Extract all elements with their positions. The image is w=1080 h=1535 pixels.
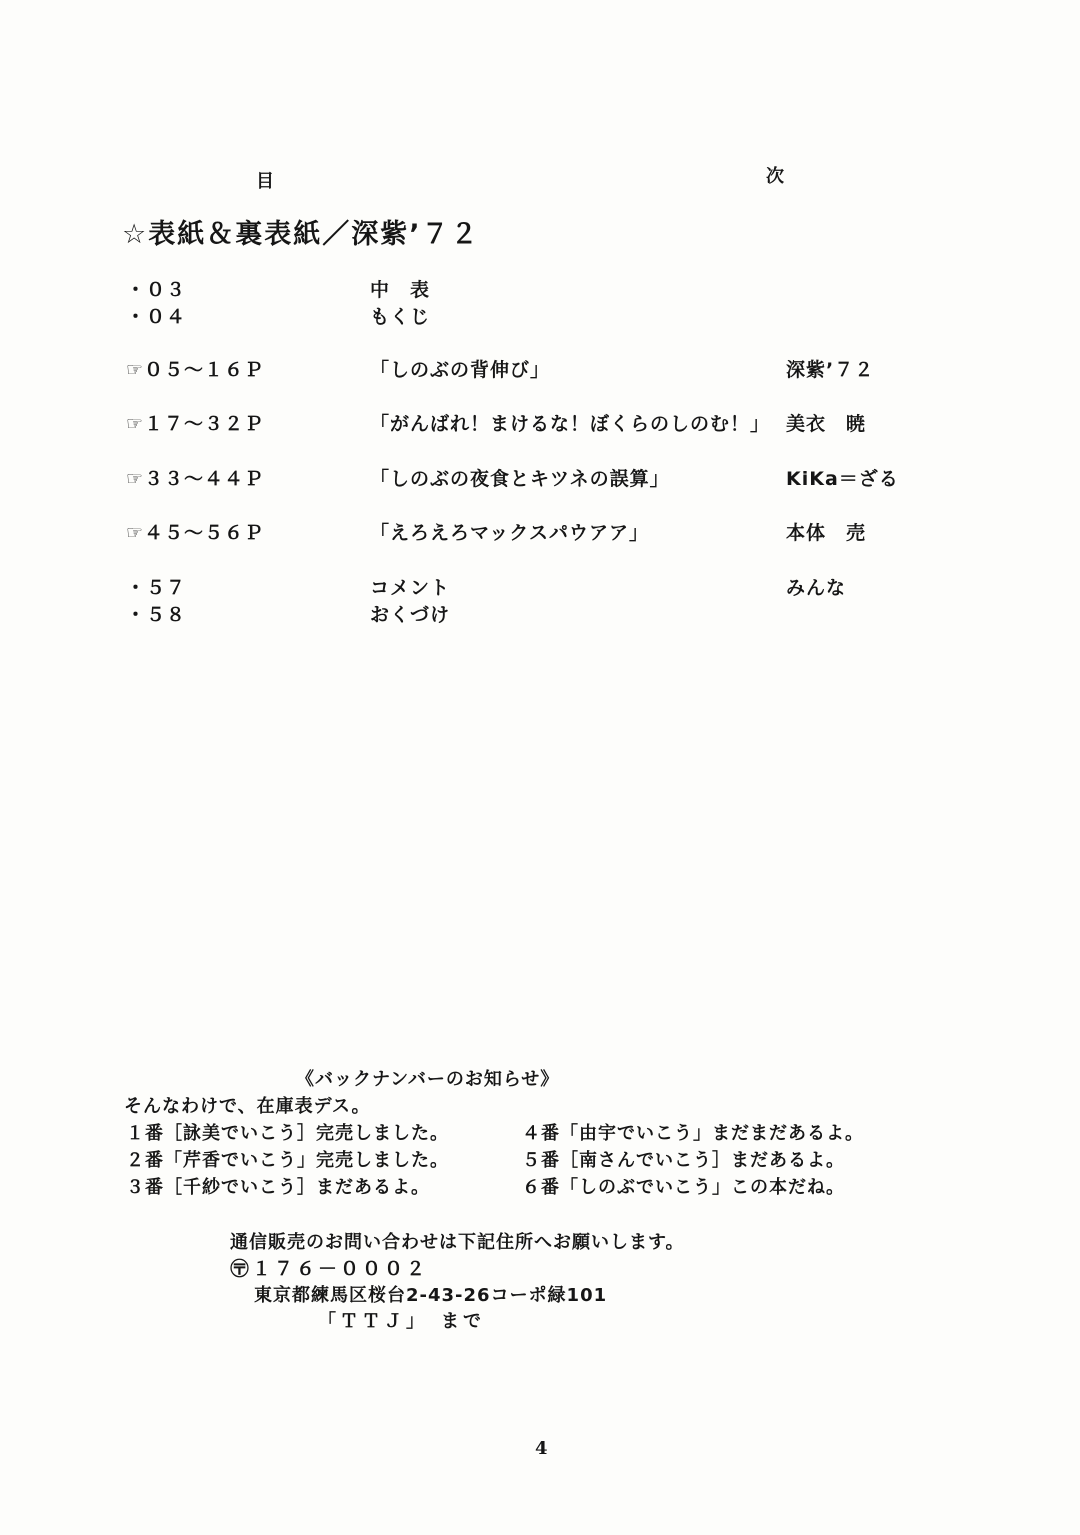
toc-title: 「しのぶの背伸び」: [370, 359, 551, 381]
back-number-item: ４番「由宇でいこう」まだまだあるよ。: [522, 1123, 864, 1144]
toc-page: ・０３: [126, 279, 187, 301]
toc-author: 本体 売: [786, 522, 867, 544]
cover-credit: ☆表紙＆裏表紙／深紫’７２: [122, 219, 480, 250]
back-number-item: ６番「しのぶでいこう」この本だね。: [522, 1177, 845, 1198]
toc-author: 美衣 暁: [786, 413, 867, 435]
toc-page: ・５７: [126, 577, 187, 599]
heading-right: 次: [766, 166, 784, 187]
toc-author: KiKa＝ざる: [786, 468, 899, 490]
toc-author: みんな: [786, 577, 847, 599]
back-number-item: ３番［千紗でいこう］まだあるよ。: [126, 1177, 430, 1198]
toc-page: ・５８: [126, 604, 187, 626]
toc-title: 中 表: [370, 279, 431, 301]
toc-title: 「えろえろマックスパウアア」: [370, 522, 650, 544]
toc-page: ☞４５～５６Ｐ: [126, 522, 265, 544]
toc-page: ☞０５～１６Ｐ: [126, 359, 265, 381]
heading-left: 目: [256, 171, 274, 192]
toc-title: 「しのぶの夜食とキツネの誤算」: [370, 468, 670, 490]
toc-title: おくづけ: [370, 604, 451, 626]
toc-page: ☞１７～３２Ｐ: [126, 413, 265, 435]
mail-order-notice: 通信販売のお問い合わせは下記住所へお願いします。: [230, 1232, 685, 1253]
toc-page: ☞３３～４４Ｐ: [126, 468, 265, 490]
toc-author: 深紫’７２: [786, 359, 875, 381]
back-number-item: ５番［南さんでいこう］まだあるよ。: [522, 1150, 845, 1171]
address: 東京都練馬区桜台2-43-26コーポ緑101: [254, 1285, 608, 1306]
toc-title: もくじ: [370, 306, 431, 328]
back-number-item: １番［詠美でいこう］完売しました。: [126, 1123, 449, 1144]
toc-page: ・０４: [126, 306, 187, 328]
addressee: 「ＴＴＪ」 まで: [318, 1311, 485, 1332]
back-numbers-intro: そんなわけで、在庫表デス。: [124, 1096, 371, 1117]
page-number: 4: [535, 1438, 548, 1459]
postal-code: 〶１７６－０００２: [230, 1258, 429, 1280]
toc-title: コメント: [370, 577, 451, 599]
back-number-item: ２番「芹香でいこう」完売しました。: [126, 1150, 449, 1171]
back-numbers-title: 《バックナンバーのお知らせ》: [296, 1069, 560, 1090]
toc-title: 「がんばれ！まけるな！ぼくらのしのむ！」: [370, 413, 771, 435]
